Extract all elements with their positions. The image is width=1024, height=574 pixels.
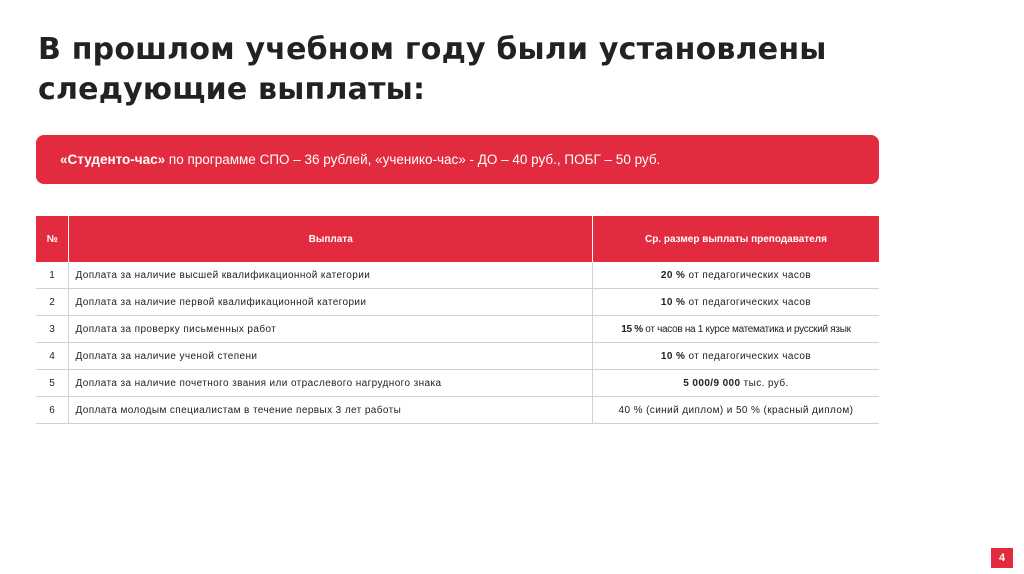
table-row [36,370,879,397]
table-header-row [36,216,879,262]
row-amount [592,289,879,316]
row-description: Доплата за наличие высшей квалификационной категории [69,262,592,289]
payments-table [36,216,879,424]
amount-rest: от педагогических часов [685,269,812,281]
row-description: Доплата молодым специалистам в течение первых 3 лет работы [69,397,592,424]
table-row [36,316,879,343]
table-row [36,343,879,370]
row-number: 2 [36,289,69,316]
header-number: № [36,216,69,262]
amount-bold: 10 % [660,350,686,362]
header-payment: Выплата [69,216,592,262]
row-number: 5 [36,370,69,397]
table-row [36,289,879,316]
amount-rest: тыс. руб. [740,377,789,389]
rates-banner [36,135,879,184]
table-row [36,262,879,289]
header-avg-size: Ср. размер выплаты преподавателя [592,216,879,262]
amount-bold: 10 % [660,296,686,308]
banner-bold-label: «Студенто-час» [60,152,166,167]
amount-bold: 15 % [621,323,643,335]
row-number: 3 [36,316,69,343]
row-amount [592,316,879,343]
amount-rest: от часов на 1 курсе математика и русский язык [642,323,851,335]
row-amount [592,262,879,289]
row-number: 4 [36,343,69,370]
row-description: Доплата за наличие почетного звания или отраслевого нагрудного знака [69,370,592,397]
row-amount [592,397,879,424]
amount-bold: 5 000/9 000 [683,377,741,389]
row-amount [592,370,879,397]
slide-title: В прошлом учебном году были установлены следующие выплаты: [38,32,827,107]
row-description: Доплата за наличие ученой степени [69,343,592,370]
row-description: Доплата за проверку письменных работ [69,316,592,343]
amount-bold: 20 % [660,269,686,281]
amount-rest: от педагогических часов [685,350,812,362]
page-number: 4 [991,548,1013,568]
row-number: 6 [36,397,69,424]
row-description: Доплата за наличие первой квалификационной категории [69,289,592,316]
table-row [36,397,879,424]
row-amount [592,343,879,370]
banner-text: по программе СПО – 36 рублей, «ученико-час» - ДО – 40 руб., ПОБГ – 50 руб. [165,152,661,167]
amount-rest: от педагогических часов [685,296,812,308]
amount-rest: 40 % (синий диплом) и 50 % (красный диплом) [618,404,854,416]
row-number: 1 [36,262,69,289]
